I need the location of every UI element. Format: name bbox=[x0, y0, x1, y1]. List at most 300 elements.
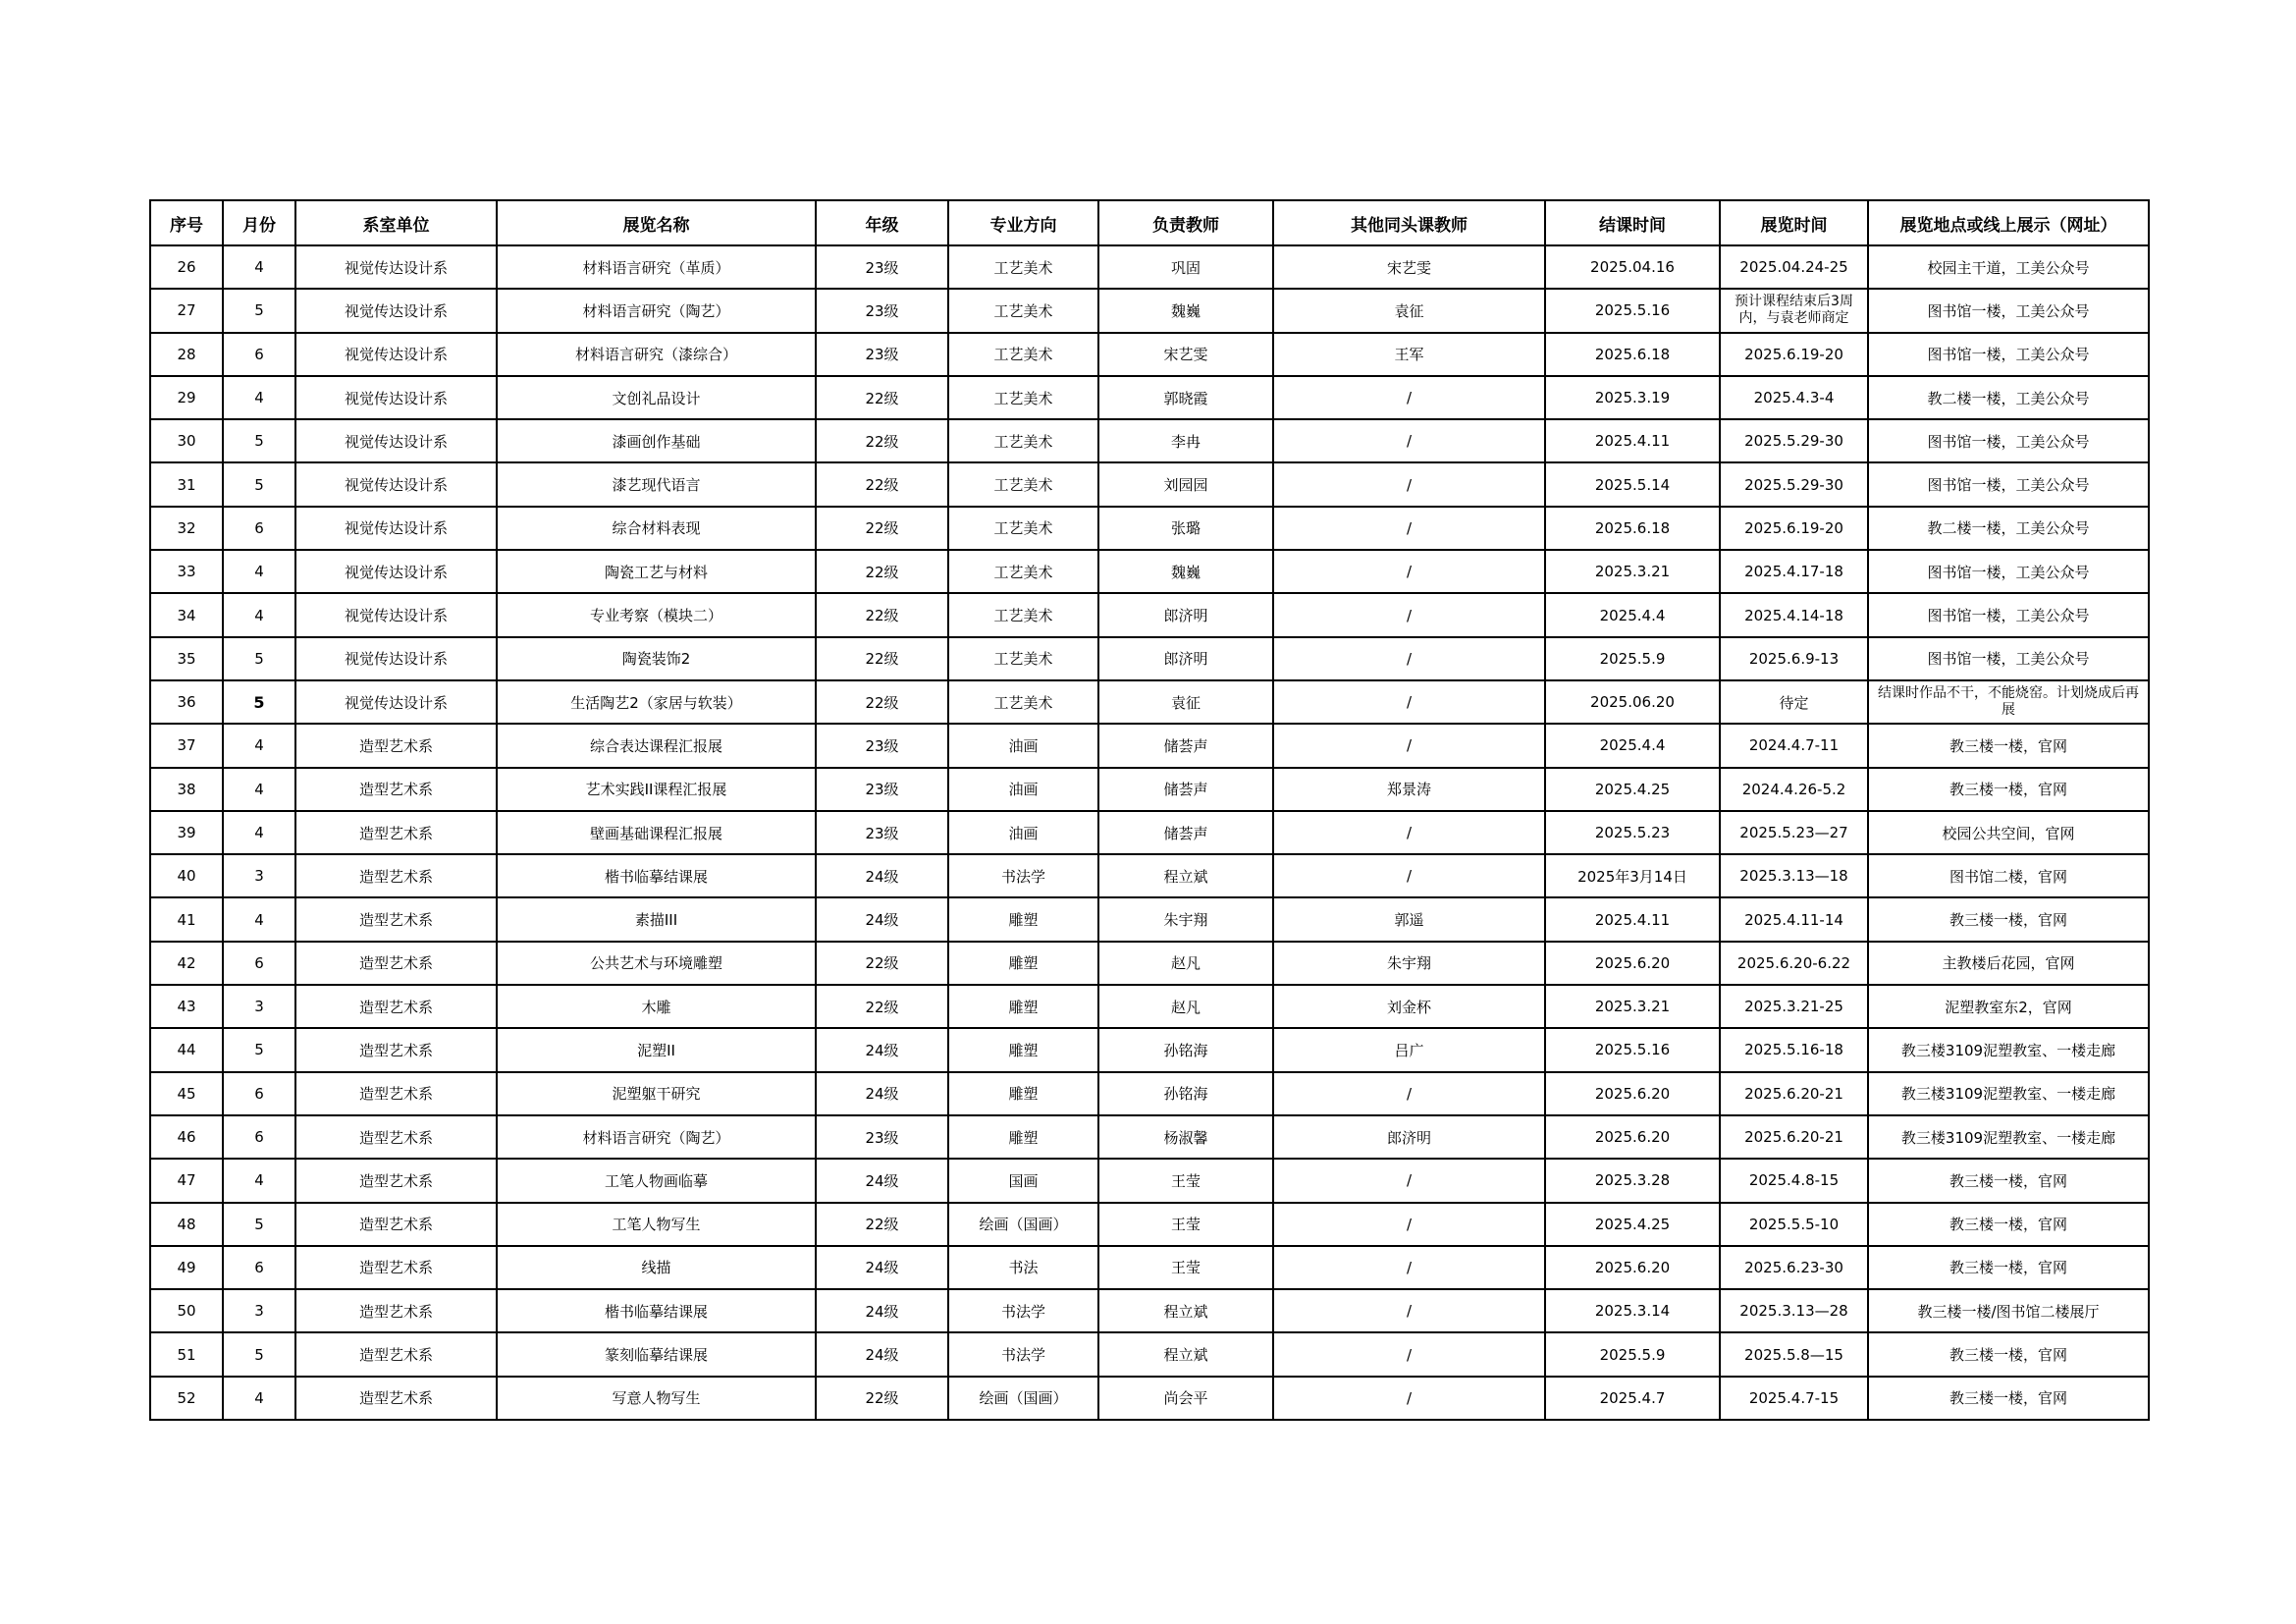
cell-course-end-date: 2025.6.20 bbox=[1545, 1115, 1720, 1159]
cell-lead-teacher: 张璐 bbox=[1098, 507, 1273, 550]
cell-exhibition-date: 2025.6.19-20 bbox=[1720, 507, 1868, 550]
cell-index: 45 bbox=[150, 1072, 223, 1115]
cell-exhibition-date: 2025.5.29-30 bbox=[1720, 462, 1868, 506]
cell-department: 造型艺术系 bbox=[295, 985, 497, 1028]
cell-index: 38 bbox=[150, 768, 223, 811]
cell-major: 书法学 bbox=[948, 1332, 1098, 1376]
cell-course-end-date: 2025.3.21 bbox=[1545, 985, 1720, 1028]
cell-exhibition-location: 教三楼一楼，官网 bbox=[1868, 1159, 2149, 1202]
cell-exhibition-location: 图书馆一楼，工美公众号 bbox=[1868, 462, 2149, 506]
cell-department: 造型艺术系 bbox=[295, 1028, 497, 1071]
cell-month: 4 bbox=[223, 768, 295, 811]
cell-other-teachers: / bbox=[1273, 419, 1545, 462]
cell-other-teachers: / bbox=[1273, 1332, 1545, 1376]
cell-other-teachers: 郎济明 bbox=[1273, 1115, 1545, 1159]
cell-exhibition-date: 预计课程结束后3周内，与袁老师商定 bbox=[1720, 289, 1868, 332]
cell-major: 工艺美术 bbox=[948, 550, 1098, 593]
cell-other-teachers: / bbox=[1273, 1159, 1545, 1202]
cell-major: 工艺美术 bbox=[948, 462, 1098, 506]
cell-department: 造型艺术系 bbox=[295, 854, 497, 897]
cell-index: 46 bbox=[150, 1115, 223, 1159]
table-row bbox=[150, 985, 2149, 1028]
cell-exhibition-location: 泥塑教室东2，官网 bbox=[1868, 985, 2149, 1028]
table-row bbox=[150, 724, 2149, 767]
cell-month: 4 bbox=[223, 811, 295, 854]
header-month: 月份 bbox=[223, 200, 295, 245]
cell-other-teachers: / bbox=[1273, 1289, 1545, 1332]
cell-month: 6 bbox=[223, 942, 295, 985]
cell-grade: 23级 bbox=[816, 724, 948, 767]
cell-grade: 22级 bbox=[816, 680, 948, 724]
cell-exhibition-location: 图书馆二楼，官网 bbox=[1868, 854, 2149, 897]
cell-index: 35 bbox=[150, 637, 223, 680]
cell-department: 造型艺术系 bbox=[295, 724, 497, 767]
cell-major: 工艺美术 bbox=[948, 593, 1098, 636]
cell-exhibition-location: 教三楼一楼，官网 bbox=[1868, 768, 2149, 811]
cell-month: 5 bbox=[223, 637, 295, 680]
cell-exhibition-date: 2025.6.19-20 bbox=[1720, 333, 1868, 376]
cell-exhibition-date: 2025.4.17-18 bbox=[1720, 550, 1868, 593]
cell-month: 6 bbox=[223, 1072, 295, 1115]
cell-month: 5 bbox=[223, 289, 295, 332]
cell-exhibition-date: 2025.6.20-21 bbox=[1720, 1072, 1868, 1115]
cell-lead-teacher: 储荟声 bbox=[1098, 811, 1273, 854]
cell-course-end-date: 2025.4.4 bbox=[1545, 724, 1720, 767]
cell-month: 5 bbox=[223, 1203, 295, 1246]
cell-major: 油画 bbox=[948, 724, 1098, 767]
header-exhibition-name: 展览名称 bbox=[497, 200, 816, 245]
cell-department: 视觉传达设计系 bbox=[295, 462, 497, 506]
cell-exhibition-name: 线描 bbox=[497, 1246, 816, 1289]
cell-month: 3 bbox=[223, 985, 295, 1028]
cell-exhibition-date: 2025.5.23—27 bbox=[1720, 811, 1868, 854]
cell-other-teachers: 王军 bbox=[1273, 333, 1545, 376]
cell-course-end-date: 2025.6.18 bbox=[1545, 333, 1720, 376]
cell-lead-teacher: 宋艺雯 bbox=[1098, 333, 1273, 376]
cell-major: 工艺美术 bbox=[948, 637, 1098, 680]
cell-other-teachers: / bbox=[1273, 507, 1545, 550]
cell-other-teachers: / bbox=[1273, 1246, 1545, 1289]
cell-major: 雕塑 bbox=[948, 1028, 1098, 1071]
cell-lead-teacher: 郭晓霞 bbox=[1098, 376, 1273, 419]
cell-month: 5 bbox=[223, 462, 295, 506]
cell-index: 43 bbox=[150, 985, 223, 1028]
cell-grade: 22级 bbox=[816, 419, 948, 462]
cell-exhibition-name: 材料语言研究（陶艺） bbox=[497, 1115, 816, 1159]
cell-exhibition-name: 木雕 bbox=[497, 985, 816, 1028]
cell-department: 造型艺术系 bbox=[295, 1332, 497, 1376]
cell-other-teachers: 袁征 bbox=[1273, 289, 1545, 332]
cell-lead-teacher: 尚会平 bbox=[1098, 1377, 1273, 1420]
cell-exhibition-date: 2025.6.20-6.22 bbox=[1720, 942, 1868, 985]
cell-major: 工艺美术 bbox=[948, 376, 1098, 419]
cell-department: 造型艺术系 bbox=[295, 1203, 497, 1246]
cell-course-end-date: 2025.5.9 bbox=[1545, 1332, 1720, 1376]
cell-month: 3 bbox=[223, 1289, 295, 1332]
cell-index: 32 bbox=[150, 507, 223, 550]
table-row bbox=[150, 637, 2149, 680]
table-row bbox=[150, 593, 2149, 636]
cell-exhibition-name: 漆画创作基础 bbox=[497, 419, 816, 462]
cell-grade: 24级 bbox=[816, 897, 948, 941]
cell-major: 雕塑 bbox=[948, 985, 1098, 1028]
table-row bbox=[150, 1115, 2149, 1159]
cell-month: 4 bbox=[223, 724, 295, 767]
cell-index: 42 bbox=[150, 942, 223, 985]
cell-exhibition-name: 文创礼品设计 bbox=[497, 376, 816, 419]
cell-other-teachers: / bbox=[1273, 1377, 1545, 1420]
cell-major: 绘画（国画） bbox=[948, 1377, 1098, 1420]
cell-month: 5 bbox=[223, 419, 295, 462]
cell-lead-teacher: 王莹 bbox=[1098, 1246, 1273, 1289]
header-lead-teacher: 负责教师 bbox=[1098, 200, 1273, 245]
cell-course-end-date: 2025.4.25 bbox=[1545, 1203, 1720, 1246]
cell-other-teachers: 刘金杯 bbox=[1273, 985, 1545, 1028]
cell-exhibition-location: 图书馆一楼，工美公众号 bbox=[1868, 593, 2149, 636]
cell-index: 52 bbox=[150, 1377, 223, 1420]
cell-exhibition-location: 图书馆一楼，工美公众号 bbox=[1868, 550, 2149, 593]
cell-department: 造型艺术系 bbox=[295, 1246, 497, 1289]
cell-index: 49 bbox=[150, 1246, 223, 1289]
cell-department: 造型艺术系 bbox=[295, 942, 497, 985]
cell-grade: 24级 bbox=[816, 1246, 948, 1289]
cell-grade: 24级 bbox=[816, 1332, 948, 1376]
cell-month: 4 bbox=[223, 1377, 295, 1420]
cell-major: 工艺美术 bbox=[948, 680, 1098, 724]
cell-month: 5 bbox=[223, 680, 295, 724]
table-row bbox=[150, 1289, 2149, 1332]
cell-month: 4 bbox=[223, 1159, 295, 1202]
cell-major: 国画 bbox=[948, 1159, 1098, 1202]
cell-other-teachers: 朱宇翔 bbox=[1273, 942, 1545, 985]
table-row bbox=[150, 245, 2149, 289]
cell-exhibition-date: 2025.04.24-25 bbox=[1720, 245, 1868, 289]
cell-major: 油画 bbox=[948, 768, 1098, 811]
cell-month: 5 bbox=[223, 1028, 295, 1071]
cell-other-teachers: 宋艺雯 bbox=[1273, 245, 1545, 289]
cell-exhibition-name: 楷书临摹结课展 bbox=[497, 854, 816, 897]
cell-exhibition-location: 教二楼一楼，工美公众号 bbox=[1868, 507, 2149, 550]
cell-month: 6 bbox=[223, 507, 295, 550]
cell-exhibition-location: 图书馆一楼，工美公众号 bbox=[1868, 333, 2149, 376]
cell-exhibition-name: 工笔人物画临摹 bbox=[497, 1159, 816, 1202]
cell-grade: 23级 bbox=[816, 768, 948, 811]
cell-lead-teacher: 李冉 bbox=[1098, 419, 1273, 462]
cell-course-end-date: 2025.5.16 bbox=[1545, 1028, 1720, 1071]
cell-grade: 23级 bbox=[816, 1115, 948, 1159]
cell-major: 雕塑 bbox=[948, 1072, 1098, 1115]
cell-exhibition-name: 公共艺术与环境雕塑 bbox=[497, 942, 816, 985]
cell-index: 44 bbox=[150, 1028, 223, 1071]
cell-index: 26 bbox=[150, 245, 223, 289]
cell-exhibition-date: 2024.4.7-11 bbox=[1720, 724, 1868, 767]
cell-month: 6 bbox=[223, 1115, 295, 1159]
cell-course-end-date: 2025.4.11 bbox=[1545, 897, 1720, 941]
cell-grade: 22级 bbox=[816, 942, 948, 985]
cell-other-teachers: / bbox=[1273, 854, 1545, 897]
cell-index: 30 bbox=[150, 419, 223, 462]
cell-grade: 22级 bbox=[816, 462, 948, 506]
table-row bbox=[150, 1377, 2149, 1420]
table-row bbox=[150, 1203, 2149, 1246]
cell-exhibition-name: 素描III bbox=[497, 897, 816, 941]
cell-index: 37 bbox=[150, 724, 223, 767]
cell-index: 40 bbox=[150, 854, 223, 897]
cell-course-end-date: 2025.6.18 bbox=[1545, 507, 1720, 550]
cell-exhibition-date: 2025.6.9-13 bbox=[1720, 637, 1868, 680]
cell-index: 31 bbox=[150, 462, 223, 506]
cell-exhibition-location: 校园主干道，工美公众号 bbox=[1868, 245, 2149, 289]
cell-grade: 23级 bbox=[816, 333, 948, 376]
cell-exhibition-location: 校园公共空间，官网 bbox=[1868, 811, 2149, 854]
cell-major: 工艺美术 bbox=[948, 289, 1098, 332]
cell-exhibition-name: 材料语言研究（陶艺） bbox=[497, 289, 816, 332]
cell-major: 绘画（国画） bbox=[948, 1203, 1098, 1246]
cell-major: 工艺美术 bbox=[948, 507, 1098, 550]
cell-department: 视觉传达设计系 bbox=[295, 289, 497, 332]
cell-major: 工艺美术 bbox=[948, 419, 1098, 462]
cell-lead-teacher: 巩固 bbox=[1098, 245, 1273, 289]
cell-grade: 22级 bbox=[816, 637, 948, 680]
cell-course-end-date: 2025.4.11 bbox=[1545, 419, 1720, 462]
exhibition-schedule-sheet bbox=[149, 199, 2148, 1421]
cell-department: 视觉传达设计系 bbox=[295, 550, 497, 593]
cell-exhibition-name: 写意人物写生 bbox=[497, 1377, 816, 1420]
cell-department: 视觉传达设计系 bbox=[295, 419, 497, 462]
table-row bbox=[150, 1028, 2149, 1071]
table-header-row bbox=[150, 200, 2149, 245]
cell-grade: 24级 bbox=[816, 1072, 948, 1115]
cell-index: 39 bbox=[150, 811, 223, 854]
cell-lead-teacher: 王莹 bbox=[1098, 1159, 1273, 1202]
cell-other-teachers: / bbox=[1273, 462, 1545, 506]
cell-course-end-date: 2025.5.16 bbox=[1545, 289, 1720, 332]
cell-course-end-date: 2025年3月14日 bbox=[1545, 854, 1720, 897]
cell-course-end-date: 2025.6.20 bbox=[1545, 1072, 1720, 1115]
cell-department: 造型艺术系 bbox=[295, 897, 497, 941]
table-row bbox=[150, 942, 2149, 985]
cell-department: 视觉传达设计系 bbox=[295, 333, 497, 376]
cell-exhibition-name: 陶瓷装饰2 bbox=[497, 637, 816, 680]
cell-index: 48 bbox=[150, 1203, 223, 1246]
cell-exhibition-location: 教二楼一楼，工美公众号 bbox=[1868, 376, 2149, 419]
cell-exhibition-date: 2025.4.3-4 bbox=[1720, 376, 1868, 419]
cell-month: 4 bbox=[223, 593, 295, 636]
cell-lead-teacher: 郎济明 bbox=[1098, 593, 1273, 636]
cell-course-end-date: 2025.3.19 bbox=[1545, 376, 1720, 419]
cell-lead-teacher: 储荟声 bbox=[1098, 724, 1273, 767]
cell-exhibition-date: 待定 bbox=[1720, 680, 1868, 724]
cell-month: 3 bbox=[223, 854, 295, 897]
cell-course-end-date: 2025.5.14 bbox=[1545, 462, 1720, 506]
cell-grade: 23级 bbox=[816, 245, 948, 289]
cell-lead-teacher: 刘园园 bbox=[1098, 462, 1273, 506]
cell-department: 视觉传达设计系 bbox=[295, 376, 497, 419]
cell-exhibition-name: 楷书临摹结课展 bbox=[497, 1289, 816, 1332]
cell-grade: 22级 bbox=[816, 1203, 948, 1246]
cell-exhibition-date: 2025.4.8-15 bbox=[1720, 1159, 1868, 1202]
table-row bbox=[150, 854, 2149, 897]
cell-exhibition-location: 教三楼一楼，官网 bbox=[1868, 1246, 2149, 1289]
cell-exhibition-name: 艺术实践II课程汇报展 bbox=[497, 768, 816, 811]
cell-exhibition-location: 教三楼3109泥塑教室、一楼走廊 bbox=[1868, 1072, 2149, 1115]
cell-lead-teacher: 魏巍 bbox=[1098, 289, 1273, 332]
cell-major: 书法学 bbox=[948, 1289, 1098, 1332]
cell-grade: 22级 bbox=[816, 376, 948, 419]
cell-course-end-date: 2025.5.9 bbox=[1545, 637, 1720, 680]
table-row bbox=[150, 550, 2149, 593]
cell-lead-teacher: 杨淑馨 bbox=[1098, 1115, 1273, 1159]
cell-department: 造型艺术系 bbox=[295, 1072, 497, 1115]
cell-exhibition-date: 2025.6.23-30 bbox=[1720, 1246, 1868, 1289]
cell-grade: 22级 bbox=[816, 550, 948, 593]
table-row bbox=[150, 680, 2149, 724]
cell-major: 书法 bbox=[948, 1246, 1098, 1289]
cell-other-teachers: 郑景涛 bbox=[1273, 768, 1545, 811]
cell-department: 造型艺术系 bbox=[295, 1377, 497, 1420]
cell-exhibition-name: 漆艺现代语言 bbox=[497, 462, 816, 506]
cell-grade: 22级 bbox=[816, 593, 948, 636]
exhibition-table bbox=[149, 199, 2150, 1421]
cell-other-teachers: 吕广 bbox=[1273, 1028, 1545, 1071]
cell-course-end-date: 2025.4.25 bbox=[1545, 768, 1720, 811]
cell-month: 6 bbox=[223, 333, 295, 376]
cell-other-teachers: / bbox=[1273, 593, 1545, 636]
table-row bbox=[150, 1332, 2149, 1376]
cell-lead-teacher: 赵凡 bbox=[1098, 985, 1273, 1028]
cell-month: 4 bbox=[223, 376, 295, 419]
cell-department: 视觉传达设计系 bbox=[295, 593, 497, 636]
cell-course-end-date: 2025.3.28 bbox=[1545, 1159, 1720, 1202]
cell-index: 51 bbox=[150, 1332, 223, 1376]
cell-exhibition-name: 综合材料表现 bbox=[497, 507, 816, 550]
cell-major: 雕塑 bbox=[948, 942, 1098, 985]
cell-exhibition-name: 工笔人物写生 bbox=[497, 1203, 816, 1246]
cell-exhibition-location: 图书馆一楼，工美公众号 bbox=[1868, 289, 2149, 332]
cell-other-teachers: / bbox=[1273, 811, 1545, 854]
cell-exhibition-location: 结课时作品不干，不能烧窑。计划烧成后再展 bbox=[1868, 680, 2149, 724]
cell-other-teachers: 郭遥 bbox=[1273, 897, 1545, 941]
cell-exhibition-location: 教三楼一楼，官网 bbox=[1868, 1332, 2149, 1376]
table-row bbox=[150, 811, 2149, 854]
cell-department: 造型艺术系 bbox=[295, 768, 497, 811]
cell-lead-teacher: 程立斌 bbox=[1098, 1332, 1273, 1376]
cell-lead-teacher: 储荟声 bbox=[1098, 768, 1273, 811]
cell-exhibition-date: 2025.3.13—18 bbox=[1720, 854, 1868, 897]
cell-department: 视觉传达设计系 bbox=[295, 245, 497, 289]
cell-month: 4 bbox=[223, 245, 295, 289]
cell-course-end-date: 2025.3.21 bbox=[1545, 550, 1720, 593]
table-row bbox=[150, 507, 2149, 550]
cell-grade: 23级 bbox=[816, 811, 948, 854]
cell-lead-teacher: 赵凡 bbox=[1098, 942, 1273, 985]
cell-course-end-date: 2025.6.20 bbox=[1545, 1246, 1720, 1289]
header-course-end-date: 结课时间 bbox=[1545, 200, 1720, 245]
cell-index: 33 bbox=[150, 550, 223, 593]
cell-index: 50 bbox=[150, 1289, 223, 1332]
header-index: 序号 bbox=[150, 200, 223, 245]
cell-month: 4 bbox=[223, 897, 295, 941]
cell-exhibition-location: 教三楼一楼/图书馆二楼展厅 bbox=[1868, 1289, 2149, 1332]
cell-course-end-date: 2025.4.7 bbox=[1545, 1377, 1720, 1420]
cell-lead-teacher: 袁征 bbox=[1098, 680, 1273, 724]
table-row bbox=[150, 1159, 2149, 1202]
cell-exhibition-date: 2025.3.13—28 bbox=[1720, 1289, 1868, 1332]
cell-other-teachers: / bbox=[1273, 1072, 1545, 1115]
header-exhibition-location: 展览地点或线上展示（网址） bbox=[1868, 200, 2149, 245]
table-row bbox=[150, 333, 2149, 376]
cell-exhibition-location: 图书馆一楼，工美公众号 bbox=[1868, 419, 2149, 462]
table-row bbox=[150, 462, 2149, 506]
cell-exhibition-date: 2025.3.21-25 bbox=[1720, 985, 1868, 1028]
table-row bbox=[150, 376, 2149, 419]
cell-grade: 24级 bbox=[816, 1289, 948, 1332]
cell-course-end-date: 2025.04.16 bbox=[1545, 245, 1720, 289]
cell-lead-teacher: 孙铭海 bbox=[1098, 1072, 1273, 1115]
cell-major: 书法学 bbox=[948, 854, 1098, 897]
cell-course-end-date: 2025.06.20 bbox=[1545, 680, 1720, 724]
table-row bbox=[150, 897, 2149, 941]
cell-exhibition-date: 2025.5.16-18 bbox=[1720, 1028, 1868, 1071]
cell-exhibition-date: 2025.4.11-14 bbox=[1720, 897, 1868, 941]
cell-month: 5 bbox=[223, 1332, 295, 1376]
cell-exhibition-date: 2025.5.5-10 bbox=[1720, 1203, 1868, 1246]
cell-exhibition-location: 教三楼3109泥塑教室、一楼走廊 bbox=[1868, 1115, 2149, 1159]
cell-grade: 24级 bbox=[816, 854, 948, 897]
table-row bbox=[150, 289, 2149, 332]
cell-exhibition-date: 2025.6.20-21 bbox=[1720, 1115, 1868, 1159]
cell-exhibition-date: 2025.5.8—15 bbox=[1720, 1332, 1868, 1376]
cell-month: 4 bbox=[223, 550, 295, 593]
cell-index: 27 bbox=[150, 289, 223, 332]
cell-department: 视觉传达设计系 bbox=[295, 637, 497, 680]
cell-other-teachers: / bbox=[1273, 637, 1545, 680]
cell-month: 6 bbox=[223, 1246, 295, 1289]
cell-grade: 24级 bbox=[816, 1159, 948, 1202]
cell-major: 工艺美术 bbox=[948, 333, 1098, 376]
cell-major: 雕塑 bbox=[948, 897, 1098, 941]
cell-course-end-date: 2025.3.14 bbox=[1545, 1289, 1720, 1332]
cell-other-teachers: / bbox=[1273, 724, 1545, 767]
cell-lead-teacher: 王莹 bbox=[1098, 1203, 1273, 1246]
cell-exhibition-name: 综合表达课程汇报展 bbox=[497, 724, 816, 767]
cell-other-teachers: / bbox=[1273, 680, 1545, 724]
table-row bbox=[150, 1072, 2149, 1115]
cell-lead-teacher: 程立斌 bbox=[1098, 854, 1273, 897]
header-grade: 年级 bbox=[816, 200, 948, 245]
cell-grade: 24级 bbox=[816, 1028, 948, 1071]
table-body bbox=[150, 245, 2149, 1420]
cell-course-end-date: 2025.4.4 bbox=[1545, 593, 1720, 636]
cell-department: 视觉传达设计系 bbox=[295, 507, 497, 550]
cell-exhibition-name: 泥塑躯干研究 bbox=[497, 1072, 816, 1115]
cell-lead-teacher: 孙铭海 bbox=[1098, 1028, 1273, 1071]
cell-grade: 22级 bbox=[816, 985, 948, 1028]
header-other-teachers: 其他同头课教师 bbox=[1273, 200, 1545, 245]
cell-course-end-date: 2025.6.20 bbox=[1545, 942, 1720, 985]
table-row bbox=[150, 1246, 2149, 1289]
cell-grade: 22级 bbox=[816, 507, 948, 550]
cell-lead-teacher: 朱宇翔 bbox=[1098, 897, 1273, 941]
cell-department: 造型艺术系 bbox=[295, 1159, 497, 1202]
cell-exhibition-date: 2025.4.7-15 bbox=[1720, 1377, 1868, 1420]
cell-index: 28 bbox=[150, 333, 223, 376]
cell-other-teachers: / bbox=[1273, 1203, 1545, 1246]
cell-exhibition-date: 2025.5.29-30 bbox=[1720, 419, 1868, 462]
cell-exhibition-location: 教三楼3109泥塑教室、一楼走廊 bbox=[1868, 1028, 2149, 1071]
cell-index: 29 bbox=[150, 376, 223, 419]
cell-index: 41 bbox=[150, 897, 223, 941]
